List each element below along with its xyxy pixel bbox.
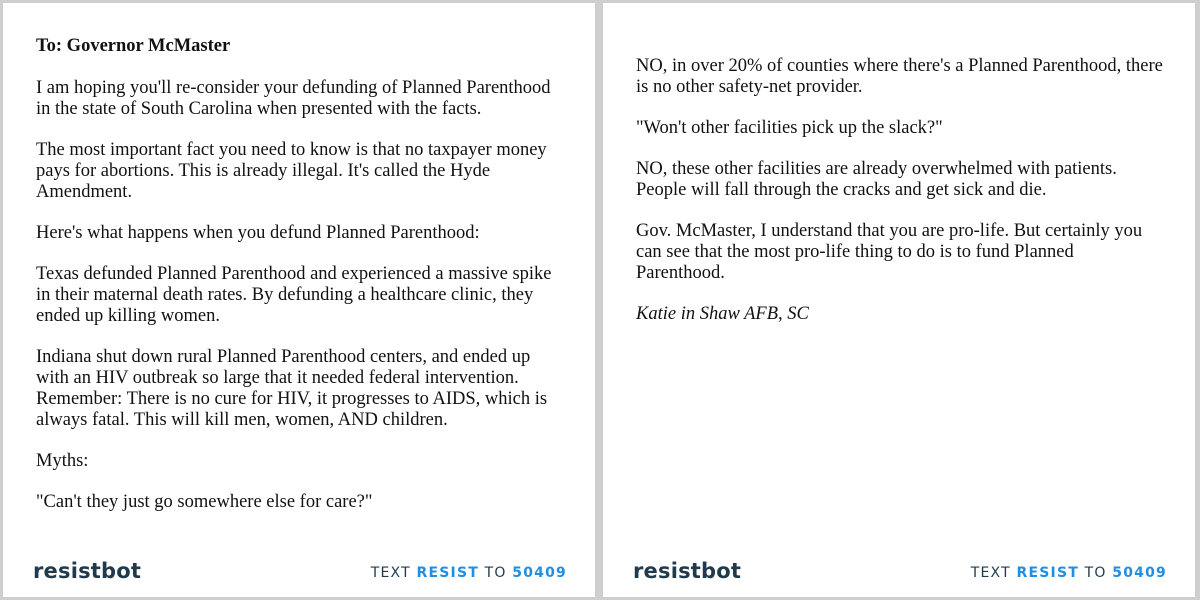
- text-resist-cta: [371, 565, 567, 581]
- paragraph: Gov. McMaster, I understand that you are pro-life. But certainly you can see that the most pro-life thing to do is to fund Planned Parenthood.: [636, 221, 1143, 283]
- page-footer: [631, 557, 1167, 583]
- paragraph: Indiana shut down rural Planned Parenthood centers, and ended up with an HIV outbreak so large that it needed federal intervention. Remember: There is no cure for HIV, it progresses to AIDS, which is always fatal. This will kill men, women, AND children.: [36, 347, 548, 430]
- cta-keyword: RESIST: [1016, 565, 1079, 581]
- paragraph: "Can't they just go somewhere else for care?": [36, 492, 373, 512]
- letter-page-2: [603, 3, 1195, 597]
- paragraph: The most important fact you need to know is that no taxpayer money pays for abortions. This is already illegal. It's called the Hyde Amendment.: [36, 140, 547, 202]
- resistbot-logo: resistbot: [633, 559, 742, 583]
- cta-keyword: RESIST: [416, 565, 479, 581]
- paragraph: Texas defunded Planned Parenthood and experienced a massive spike in their maternal death rates. By defunding a healthcare clinic, they ended up killing women.: [36, 264, 552, 326]
- cta-to: TO: [1084, 565, 1107, 581]
- paragraph: Myths:: [36, 451, 89, 471]
- letter-page-1: [3, 3, 595, 597]
- paragraph: I am hoping you'll re-consider your defunding of Planned Parenthood in the state of South Carolina when presented with the facts.: [36, 78, 551, 119]
- letter-body-1: [36, 36, 565, 533]
- cta-to: TO: [484, 565, 507, 581]
- letter-body-2: [636, 56, 1165, 345]
- signature: Katie in Shaw AFB, SC: [636, 304, 809, 324]
- cta-number: 50409: [1112, 565, 1167, 581]
- cta-text: TEXT: [970, 565, 1011, 581]
- paragraph: NO, these other facilities are already overwhelmed with patients. People will fall through the cracks and get sick and die.: [636, 159, 1117, 200]
- paragraph: "Won't other facilities pick up the slack?": [636, 118, 943, 138]
- resistbot-logo: resistbot: [33, 559, 142, 583]
- cta-text: TEXT: [370, 565, 411, 581]
- cta-number: 50409: [512, 565, 567, 581]
- paragraph: Here's what happens when you defund Planned Parenthood:: [36, 223, 480, 243]
- paragraph: NO, in over 20% of counties where there's a Planned Parenthood, there is no other safety-net provider.: [636, 56, 1163, 97]
- page-footer: [31, 557, 567, 583]
- text-resist-cta: [971, 565, 1167, 581]
- salutation: To: Governor McMaster: [36, 36, 231, 56]
